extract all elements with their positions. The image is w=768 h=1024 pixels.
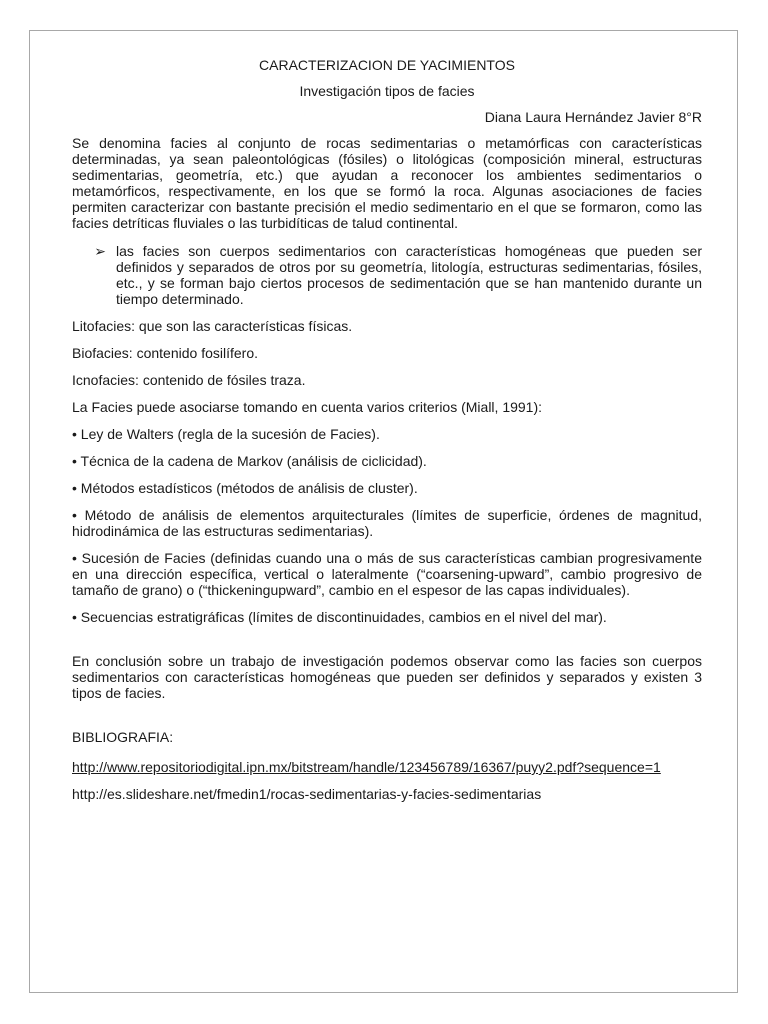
criteria-item: • Técnica de la cadena de Markov (análisis de ciclicidad). (72, 453, 427, 469)
document-title: CARACTERIZACION DE YACIMIENTOS (259, 57, 515, 73)
arrow-bullet-icon: ➢ (94, 243, 106, 259)
conclusion-paragraph: En conclusión sobre un trabajo de investigación podemos observar como las facies son cuerpos sedimentarios con características homogéneas que pueden ser definidos y separados y existen 3 tipos de facies. (72, 653, 702, 701)
criteria-intro: La Facies puede asociarse tomando en cuenta varios criterios (Miall, 1991): (72, 399, 543, 415)
bibliography-heading: BIBLIOGRAFIA: (72, 729, 174, 745)
criteria-item: • Secuencias estratigráficas (límites de discontinuidades, cambios en el nivel del mar). (72, 609, 607, 625)
criteria-item: • Método de análisis de elementos arquitecturales (límites de superficie, órdenes de magnitud, hidrodinámica de las estructuras sedimentarias). (72, 507, 702, 539)
document-content (72, 57, 702, 802)
document-author: Diana Laura Hernández Javier 8°R (484, 109, 702, 125)
arrow-bullet-text: las facies son cuerpos sedimentarios con características homogéneas que pueden ser definidos y separados de otros por su geometría, litología, estructuras sedimentarias, fósiles, etc., y se forman bajo ciertos procesos de sedimentación que se han mantenido durante un tiempo determinado. (116, 243, 702, 307)
arrow-bullet-item (72, 243, 702, 307)
intro-paragraph: Se denomina facies al conjunto de rocas sedimentarias o metamórficas con características determinadas, ya sean paleontológicas (fósiles) o litológicas (composición mineral, estructuras sedimentarias, geometría, etc.) que ayudan a reconocer los ambientes sedimentarios o metamórficos, respectivamente, en los que se formó la roca. Algunas asociaciones de facies permiten caracterizar con bastante precisión el medio sedimentario en el que se formaron, como las facies detríticas fluviales o las turbidíticas de talud continental. (72, 135, 702, 231)
document-page (29, 30, 738, 993)
criteria-item: • Métodos estadísticos (métodos de análisis de cluster). (72, 480, 418, 496)
litofacies-line: Litofacies: que son las características físicas. (72, 318, 353, 334)
criteria-item: • Ley de Walters (regla de la sucesión de Facies). (72, 426, 380, 442)
bibliography-link[interactable]: http://es.slideshare.net/fmedin1/rocas-sedimentarias-y-facies-sedimentarias (72, 786, 542, 802)
icnofacies-line: Icnofacies: contenido de fósiles traza. (72, 372, 306, 388)
bibliography-link[interactable]: http://www.repositoriodigital.ipn.mx/bitstream/handle/123456789/16367/puyy2.pdf?sequence=1 (72, 759, 661, 775)
document-subtitle: Investigación tipos de facies (299, 83, 475, 99)
criteria-item: • Sucesión de Facies (definidas cuando una o más de sus características cambian progresivamente en una dirección específica, vertical o lateralmente (“coarsening-upward”, cambio progresivo de tamaño de grano) o (“thickeningupward”, cambio en el espesor de las capas individuales). (72, 550, 702, 598)
biofacies-line: Biofacies: contenido fosilífero. (72, 345, 258, 361)
